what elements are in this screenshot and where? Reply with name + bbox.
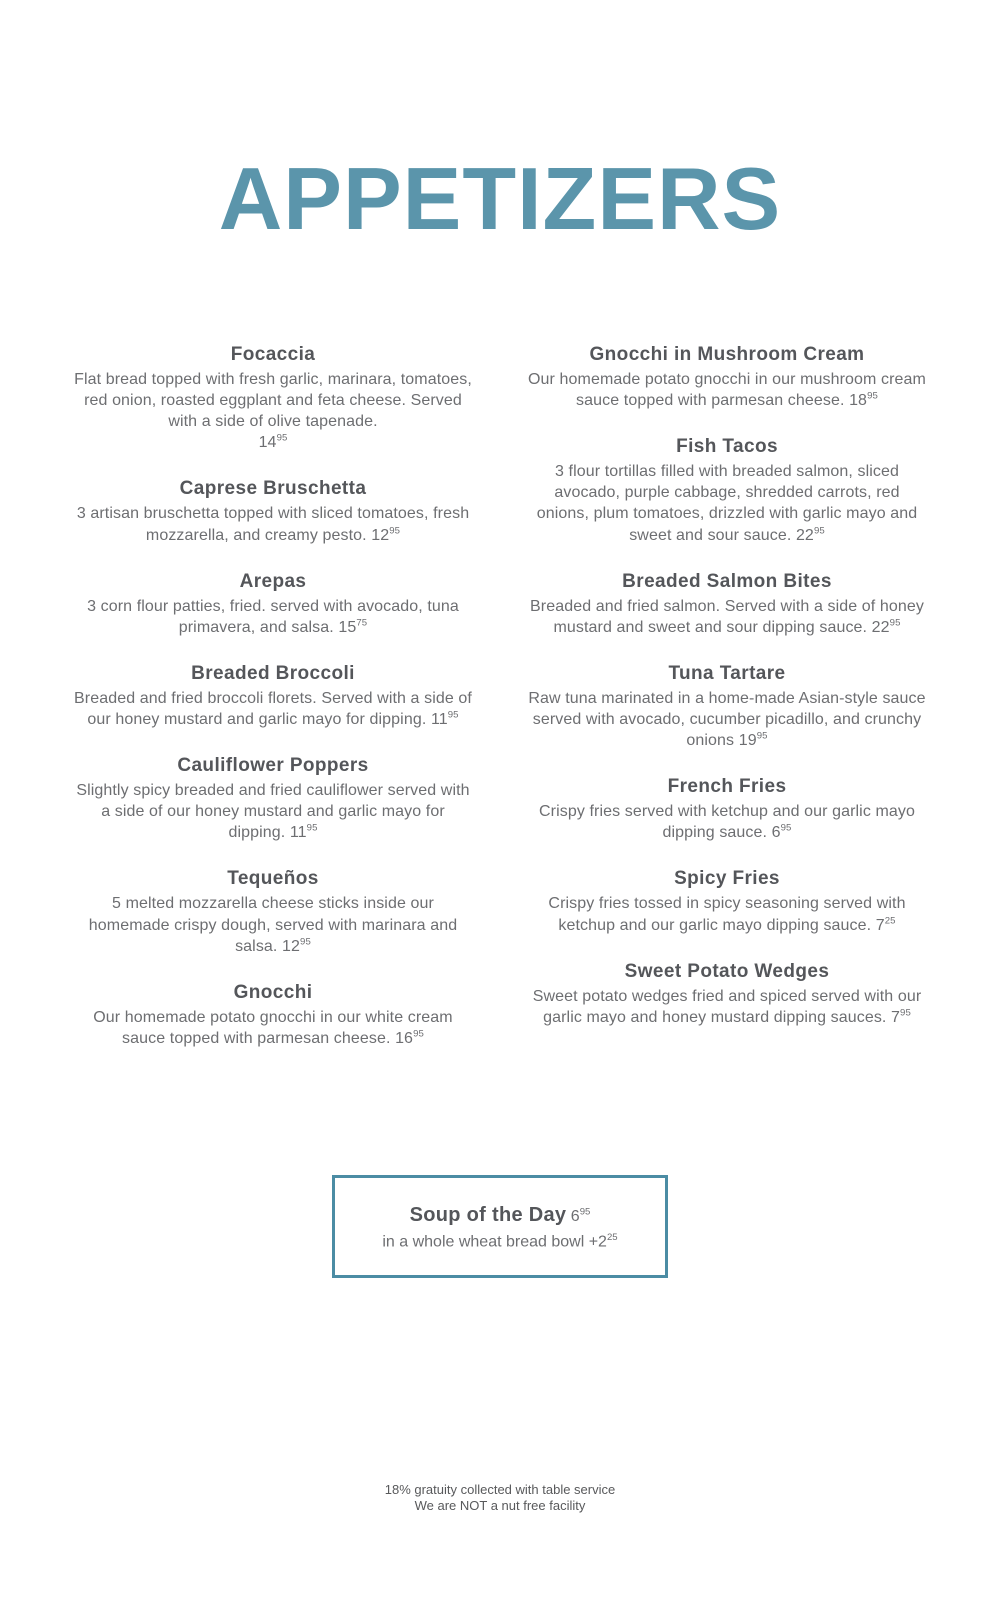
- menu-item-text: Slightly spicy breaded and fried cauliflower served with a side of our honey mustard and garlic mayo for dipping.: [76, 782, 470, 842]
- soup-title-line: [347, 1204, 653, 1227]
- menu-item-text: Crispy fries served with ketchup and our garlic mayo dipping sauce.: [538, 803, 916, 842]
- price-cents: 95: [889, 617, 901, 629]
- price-cents: 95: [780, 822, 792, 834]
- menu-item-text: 3 corn flour patties, fried. served with avocado, tuna primavera, and salsa.: [87, 597, 459, 636]
- price-dollars: 12: [282, 937, 301, 955]
- price-dollars: 12: [371, 526, 390, 544]
- price-dollars: 22: [795, 526, 814, 544]
- soup-subtitle-text: in a whole wheat bread bowl +2: [382, 1233, 607, 1251]
- price-cents: 95: [389, 525, 401, 537]
- price-dollars: 6: [570, 1208, 580, 1225]
- menu-item-price: [290, 824, 318, 841]
- menu-columns: [0, 344, 1000, 1074]
- price-cents: 95: [900, 1007, 911, 1019]
- menu-item-price: [74, 432, 472, 453]
- menu-item-description: [528, 461, 926, 545]
- menu-item-title: Arepas: [239, 570, 307, 592]
- menu-item-description: [74, 503, 472, 545]
- menu-item-fish-tacos: [528, 436, 926, 545]
- menu-item-description: [528, 986, 926, 1028]
- menu-item-text: Breaded and fried salmon. Served with a side of honey mustard and sweet and sour dipping sauce.: [530, 597, 924, 636]
- menu-item-title: Focaccia: [230, 344, 316, 365]
- price-dollars: 15: [338, 618, 357, 636]
- menu-item-description: [74, 1007, 472, 1049]
- price-dollars: 18: [849, 392, 868, 410]
- soup-subtitle: [347, 1232, 653, 1251]
- price-dollars: 14: [258, 434, 277, 452]
- menu-item-price: [849, 392, 878, 409]
- soup-of-the-day-box: [332, 1175, 668, 1278]
- menu-item-breaded-salmon-bites: [528, 571, 926, 638]
- soup-subtitle-sup: 25: [606, 1232, 618, 1243]
- menu-item-price: [338, 619, 367, 636]
- menu-item-title: Gnocchi in Mushroom Cream: [589, 344, 865, 365]
- menu-item-title: Spicy Fries: [674, 868, 780, 890]
- menu-item-price: [282, 938, 311, 955]
- menu-item-price: [395, 1030, 424, 1047]
- price-dollars: 11: [289, 824, 307, 842]
- footer-line-gratuity: 18% gratuity collected with table service: [384, 1482, 616, 1497]
- menu-item-focaccia: [74, 344, 472, 453]
- menu-item-breaded-broccoli: [74, 663, 472, 730]
- menu-item-title: French Fries: [667, 776, 787, 798]
- menu-item-arepas: [74, 571, 472, 638]
- footer-line-nut-facility: We are NOT a nut free facility: [414, 1498, 586, 1514]
- price-cents: 95: [756, 730, 768, 742]
- menu-item-description: [528, 596, 926, 638]
- menu-item-text: 3 flour tortillas filled with breaded salmon, sliced avocado, purple cabbage, shredded carrots, red onions, plum tomatoes, drizzled with garlic mayo and sweet and sour sauce.: [536, 463, 918, 544]
- price-cents: 95: [447, 709, 459, 721]
- price-dollars: 22: [871, 618, 890, 636]
- menu-item-text: Our homemade potato gnocchi in our white cream sauce topped with parmesan cheese.: [93, 1008, 453, 1047]
- menu-item-price: [872, 619, 901, 636]
- price-dollars: 7: [875, 916, 885, 934]
- price-cents: 95: [413, 1028, 424, 1040]
- menu-item-description: [528, 893, 926, 935]
- menu-item-title: Cauliflower Poppers: [177, 755, 369, 777]
- menu-item-spicy-fries: [528, 868, 926, 935]
- price-cents: 75: [356, 617, 368, 629]
- menu-item-description: [74, 688, 472, 730]
- price-dollars: 11: [430, 710, 448, 728]
- menu-item-description: [74, 369, 472, 453]
- menu-item-price: [796, 527, 825, 544]
- price-dollars: 19: [738, 732, 757, 750]
- menu-item-text: 5 melted mozzarella cheese sticks inside our homemade crispy dough, served with marinara and salsa.: [88, 895, 458, 955]
- menu-item-cauliflower-poppers: [74, 755, 472, 843]
- price-cents: 95: [276, 433, 288, 444]
- menu-item-description: [74, 893, 472, 956]
- menu-item-title: Fish Tacos: [676, 436, 778, 458]
- menu-item-price: [431, 711, 459, 728]
- price-dollars: 16: [395, 1029, 414, 1047]
- menu-item-description: [74, 596, 472, 638]
- price-cents: 95: [579, 1206, 591, 1218]
- price-cents: 95: [300, 936, 311, 948]
- menu-item-caprese-bruschetta: [74, 478, 472, 545]
- menu-item-text: 3 artisan bruschetta topped with sliced tomatoes, fresh mozzarella, and creamy pesto.: [76, 505, 470, 544]
- menu-item-price: [876, 917, 896, 934]
- page-title: APPETIZERS: [218, 149, 782, 248]
- menu-item-gnocchi: [74, 982, 472, 1049]
- menu-item-tuna-tartare: [528, 663, 926, 751]
- menu-item-price: [739, 732, 768, 749]
- menu-item-text: Flat bread topped with fresh garlic, marinara, tomatoes, red onion, roasted eggplant and feta cheese. Served with a side of olive tapenade.: [74, 371, 472, 431]
- price-cents: 95: [867, 390, 878, 402]
- menu-item-text: Our homemade potato gnocchi in our mushroom cream sauce topped with parmesan cheese.: [528, 371, 926, 410]
- menu-item-title: Tequeños: [227, 868, 319, 890]
- menu-item-description: [74, 780, 472, 843]
- menu-item-description: [528, 369, 926, 411]
- price-dollars: 6: [771, 824, 781, 842]
- price-cents: 95: [813, 525, 825, 537]
- menu-item-title: Breaded Salmon Bites: [622, 570, 832, 592]
- right-column: [528, 344, 926, 1074]
- price-cents: 25: [884, 915, 896, 927]
- price-dollars: 7: [891, 1008, 901, 1026]
- menu-item-price: [371, 527, 400, 544]
- menu-item-title: Gnocchi: [233, 981, 313, 1003]
- menu-item-text: Sweet potato wedges fried and spiced served with our garlic mayo and honey mustard dipping sauces.: [532, 987, 922, 1026]
- menu-item-description: [528, 688, 926, 751]
- menu-item-title: Caprese Bruschetta: [179, 478, 367, 500]
- menu-item-french-fries: [528, 776, 926, 843]
- menu-item-price: [891, 1009, 911, 1026]
- menu-item-title: Tuna Tartare: [668, 662, 786, 684]
- soup-price: [571, 1208, 591, 1225]
- soup-title: Soup of the Day: [409, 1204, 567, 1226]
- menu-item-text: Crispy fries tossed in spicy seasoning served with ketchup and our garlic mayo dipping sauce.: [548, 895, 906, 934]
- menu-item-description: [528, 801, 926, 843]
- menu-item-title: Sweet Potato Wedges: [624, 960, 830, 982]
- menu-item-sweet-potato-wedges: [528, 961, 926, 1028]
- menu-item-title: Breaded Broccoli: [191, 662, 355, 684]
- menu-item-price: [772, 824, 792, 841]
- menu-item-text: Raw tuna marinated in a home-made Asian-style sauce served with avocado, cucumber picadillo, and crunchy onions: [528, 689, 926, 750]
- left-column: [74, 344, 472, 1074]
- price-cents: 95: [306, 822, 318, 834]
- footer-note: [0, 1482, 1000, 1515]
- menu-item-tequenos: [74, 868, 472, 956]
- menu-item-gnocchi-mushroom-cream: [528, 344, 926, 411]
- menu-item-text: Breaded and fried broccoli florets. Served with a side of our honey mustard and garlic mayo for dipping.: [74, 689, 472, 728]
